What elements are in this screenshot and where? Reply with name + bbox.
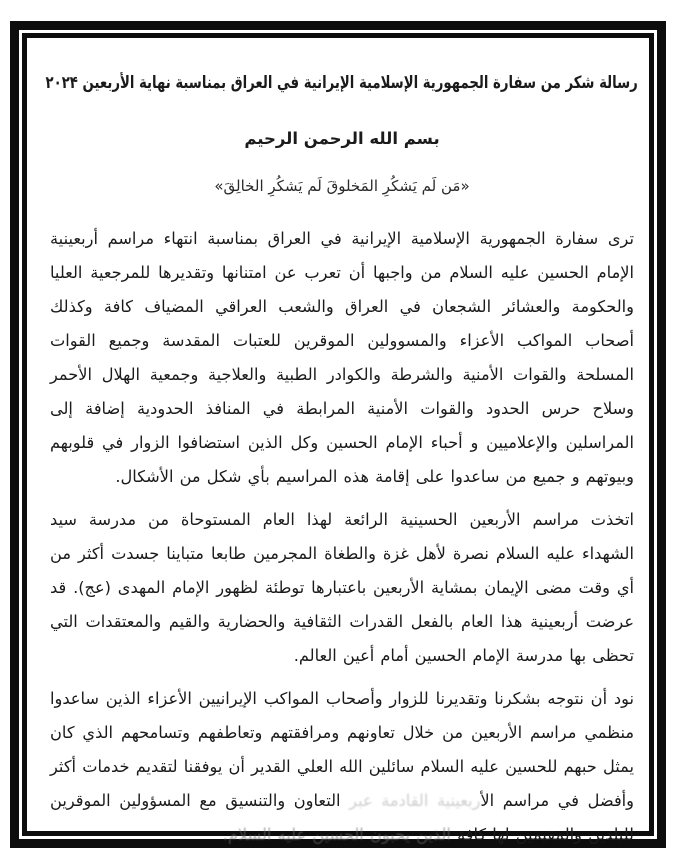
- hadith-quote: «مَن لَم يَشكُرِ المَخلوقَ لَم يَشكُرِ الخالِقَ»: [214, 177, 470, 195]
- outer-border-frame: [10, 21, 666, 848]
- paragraph-closing-faded-text-2: الذين يحبون الحسين عليه السلام.: [222, 825, 451, 844]
- letter-title: [45, 68, 639, 98]
- inner-border-frame: [22, 33, 654, 844]
- paragraph-closing: [50, 682, 634, 852]
- paragraph-gratitude: ترى سفارة الجمهورية الإسلامية الإيرانية في العراق بمناسبة انتهاء مراسم أربعينية الإمام الحسين عليه السلام من واجبها أن تعرب عن امتنانها وتقديرها للمرجعية العليا والحكومة والعشائر الشجعان في العراق والشعب العراقي المضياف كافة وكذلك أصحاب المواكب الأعزاء والمسوولين الموقرين للعتبات المقدسة وجميع القوات المسلحة والقوات الأمنية والشرطة والكوادر الطبية والعلاجية وجمعية الهلال الأحمر وسلاح حرس الحدود والقوات الأمنية المرابطة في المنافذ الحدودية إضافة إلى المراسلين والإعلاميين و أحباء الإمام الحسين وكل الذين استضافوا الزوار في قلوبهم وبيوتهم و جميع من ساعدوا على إقامة هذه المراسيم بأي شكل من الأشكال.: [50, 229, 634, 486]
- letter-title-text: رسالة شكر من سفارة الجمهورية الإسلامية الإيرانية في العراق بمناسبة نهاية الأربعين ۲۰۲۴: [45, 73, 639, 93]
- paragraph-arbaeen-character: اتخذت مراسم الأربعين الحسينية الرائعة لهذا العام المستوحاة من مدرسة سيد الشهداء عليه السلام نصرة لأهل غزة والطغاة المجرمين طابعا متباينا جسدت أكثر من أي وقت مضى الإيمان بمشاية الأربعين باعتبارها توطئة لظهور الإمام المهدى (عج). قد عرضت أربعينية هذا العام بالفعل القدرات الثقافية والحضارية والقيم والمعتقدات التي تحظى بها مدرسة الإمام الحسين أمام أعين العالم.: [50, 510, 634, 665]
- paragraph-closing-faded-text-1: ربعينية القادمة عبر: [349, 791, 481, 810]
- paragraph-closing-text-start: نود أن نتوجه بشكرنا وتقديرنا للزوار وأصحاب المواكب الإيرانيين الأعزاء الذين ساعدوا منظمي مراسم الأربعين من خلال تعاونهم ومرافقتهم وتعاطفهم وتسامحهم الذي كان يمثل حبهم للحسين عليه السلام سائلين الله العلي القدير أن يوفقنا لتقديم خدمات أكثر وأفضل في مراسم الأ: [50, 689, 635, 810]
- letter-content: [45, 68, 639, 852]
- basmala-line: بسم الله الرحمن الرحيم: [244, 129, 440, 148]
- paragraph-closing-text-middle: التعاون والتنسيق مع المسؤولين الموقرين للبلدين والمقيمين لها كافة: [50, 791, 634, 844]
